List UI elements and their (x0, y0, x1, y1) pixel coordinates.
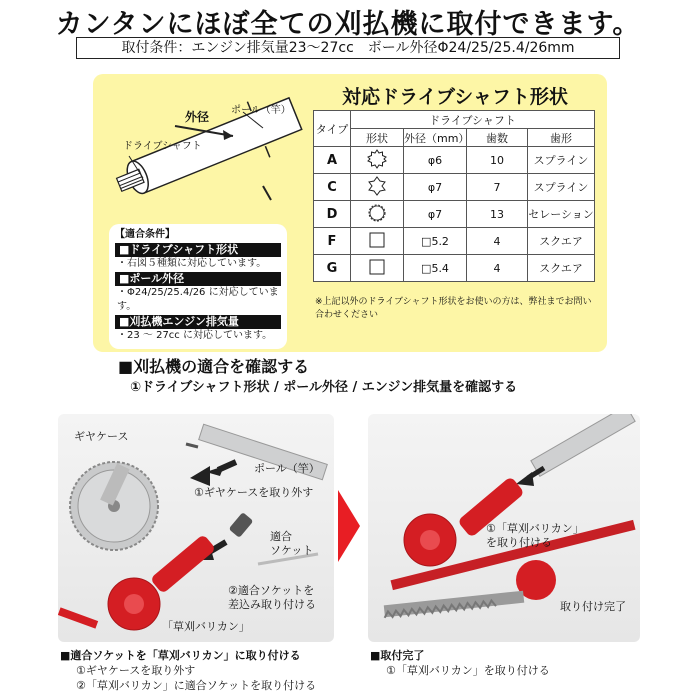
req-text-engine: ・23 ～ 27cc に対応しています。 (117, 330, 273, 341)
left-step1-label: ①ギヤケースを取り外す (194, 486, 314, 499)
col-shape: 形状 (351, 129, 404, 147)
left-caption-2: ②「草刈バリカン」に適合ソケットを取り付ける (76, 679, 317, 692)
gear-case-label: ギヤケース (74, 430, 129, 443)
col-od: 外径（mm） (404, 129, 467, 147)
check-subtitle: ①ドライブシャフト形状 / ポール外径 / エンジン排気量を確認する (130, 380, 518, 395)
conditions-box: 取付条件：エンジン排気量23～27cc ボール外径Φ24/25/25.4/26mm (76, 37, 620, 59)
col-teeth: 歯数 (467, 129, 528, 147)
serration-icon (351, 201, 404, 228)
req-bar-shaft: ■ドライブシャフト形状 (115, 243, 281, 257)
table-row (314, 201, 595, 228)
type-cell: C (314, 174, 351, 201)
teeth-cell: 4 (467, 255, 528, 282)
od-cell: □5.4 (404, 255, 467, 282)
right-caption-head: ■取付完了 (370, 649, 425, 662)
od-cell: □5.2 (404, 228, 467, 255)
left-photo (58, 414, 334, 642)
right-caption-1: ①「草刈バリカン」を取り付ける (386, 664, 550, 677)
table-note: ※上記以外のドライブシャフト形状をお使いの方は、弊社までお問い合わせください (315, 297, 592, 320)
req-text-shaft: ・右図５種類に対応しています。 (117, 258, 267, 269)
left-caption-1: ①ギヤケースを取り外す (76, 664, 196, 677)
left-step2-label: ②適合ソケットを 差込み取り付ける (228, 584, 316, 611)
form-cell: スクエア (528, 255, 595, 282)
req-bar-pole: ■ポール外径 (115, 272, 281, 286)
col-group: ドライブシャフト (351, 111, 595, 129)
outer-diameter-label: 外径 (185, 110, 210, 124)
check-title: ■刈払機の適合を確認する (118, 357, 310, 376)
form-cell: スプライン (528, 147, 595, 174)
right-caption (370, 648, 550, 678)
table-title: 対応ドライブシャフト形状 (342, 86, 568, 108)
col-type: タイプ (314, 111, 351, 147)
pole-label: ポール（竿） (231, 105, 291, 116)
spline-icon (351, 174, 404, 201)
shaft-table (313, 110, 595, 282)
teeth-cell: 10 (467, 147, 528, 174)
pole-photo-label: ポール（竿） (254, 462, 320, 475)
square-icon (351, 255, 404, 282)
headline: カンタンにほぼ全ての刈払機に取付できます。 (55, 9, 641, 40)
od-cell: φ7 (404, 201, 467, 228)
socket-label: 適合 ソケット (270, 530, 314, 557)
right-step1-label: ①「草刈バリカン」 を取り付ける (486, 522, 584, 549)
form-cell: スクエア (528, 228, 595, 255)
right-photo (368, 414, 640, 642)
form-cell: セレーション (528, 201, 595, 228)
teeth-cell: 4 (467, 228, 528, 255)
teeth-cell: 7 (467, 174, 528, 201)
left-caption-head: ■適合ソケットを「草刈バリカン」に取り付ける (60, 649, 301, 662)
table-row (314, 174, 595, 201)
type-cell: D (314, 201, 351, 228)
next-step-arrow-icon (338, 490, 360, 562)
req-text-pole: ・Φ24/25/25.4/26 に対応しています。 (117, 287, 279, 312)
requirements-box (109, 224, 287, 349)
teeth-cell: 13 (467, 201, 528, 228)
square-icon (351, 228, 404, 255)
done-label: 取り付け完了 (560, 600, 626, 613)
req-bar-engine: ■刈払機エンジン排気量 (115, 315, 281, 329)
form-cell: スプライン (528, 174, 595, 201)
compatibility-panel (93, 74, 607, 352)
table-row (314, 228, 595, 255)
requirements-head: 【適合条件】 (115, 229, 175, 240)
left-caption (60, 648, 316, 693)
spline-icon (351, 147, 404, 174)
drive-shaft-label: ドライブシャフト (123, 141, 202, 152)
od-cell: φ7 (404, 174, 467, 201)
table-row (314, 255, 595, 282)
type-cell: A (314, 147, 351, 174)
od-cell: φ6 (404, 147, 467, 174)
type-cell: F (314, 228, 351, 255)
product-label: 「草刈バリカン」 (162, 620, 250, 633)
table-row (314, 147, 595, 174)
type-cell: G (314, 255, 351, 282)
col-form: 歯形 (528, 129, 595, 147)
